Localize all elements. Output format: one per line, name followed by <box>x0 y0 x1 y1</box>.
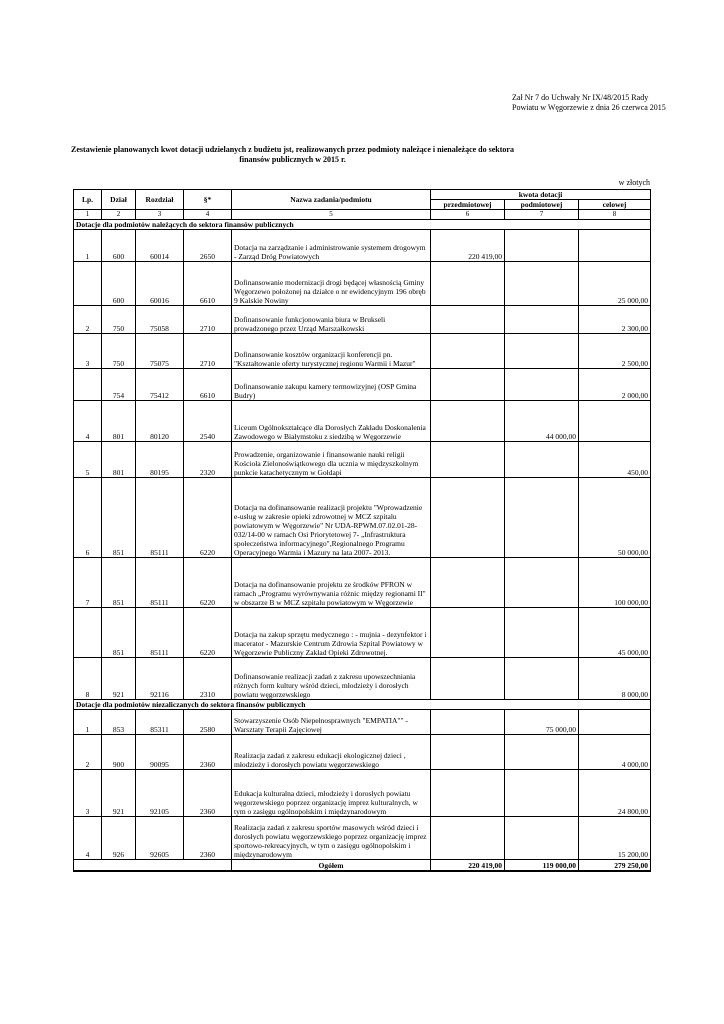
col-header-nazwa: Nazwa zadania/podmiotu <box>232 190 431 210</box>
currency-unit: w złotych <box>618 178 650 187</box>
cell-podmiotowej: 75 000,00 <box>505 710 579 735</box>
cell-rozdzial: 92116 <box>136 658 184 700</box>
cell-przedmiotowej <box>431 817 505 860</box>
cell-rozdzial: 85111 <box>136 478 184 558</box>
cell-nazwa: Liceum Ogólnokształcące dla Dorosłych Zakładu Doskonalenia Zawodowego w Białymstoku z siedzibą w Węgorzewie <box>232 401 431 442</box>
cell-dzial: 851 <box>102 558 136 608</box>
cell-lp: 4 <box>74 401 102 442</box>
total-przedmiotowej: 220 419,00 <box>431 860 505 872</box>
col-number: 7 <box>505 210 579 220</box>
cell-paragraf: 2710 <box>184 334 232 369</box>
cell-lp: 3 <box>74 334 102 369</box>
cell-celowej: 45 000,00 <box>579 608 651 658</box>
cell-lp: 3 <box>74 770 102 817</box>
cell-lp <box>74 369 102 401</box>
cell-paragraf: 2360 <box>184 817 232 860</box>
total-podmiotowej: 119 000,00 <box>505 860 579 872</box>
cell-nazwa: Realizacja zadań z zakresu sportów masowych wśród dzieci i dorosłych powiatu węgorzewskiego poprzez organizację imprez sportowo-rekreacyjnych, w tym o zasięgu ogólnopolskim i międzynarodowym <box>232 817 431 860</box>
section-header-row <box>74 220 651 230</box>
cell-rozdzial: 75058 <box>136 306 184 334</box>
col-header-podmiotowej: podmiotowej <box>505 200 579 210</box>
cell-dzial: 600 <box>102 262 136 306</box>
cell-rozdzial: 85311 <box>136 710 184 735</box>
col-header-lp: Lp. <box>74 190 102 210</box>
cell-lp <box>74 262 102 306</box>
cell-przedmiotowej <box>431 306 505 334</box>
cell-przedmiotowej: 220 419,00 <box>431 230 505 262</box>
cell-dzial: 754 <box>102 369 136 401</box>
cell-rozdzial: 92105 <box>136 770 184 817</box>
cell-podmiotowej <box>505 658 579 700</box>
cell-nazwa: Dotacja na dofinansowanie projektu ze środków PFRON w ramach „Programu wyrównywania różnic między regionami II" w obszarze B w MCZ szpitalu powiatowym w Węgorzewie <box>232 558 431 608</box>
cell-podmiotowej: 44 000,00 <box>505 401 579 442</box>
table-row <box>74 710 651 735</box>
cell-podmiotowej <box>505 770 579 817</box>
cell-podmiotowej <box>505 478 579 558</box>
cell-rozdzial: 85111 <box>136 558 184 608</box>
cell-dzial: 801 <box>102 442 136 478</box>
cell-nazwa: Dofinansowanie zakupu kamery termowizyjnej (OSP Gmina Budry) <box>232 369 431 401</box>
cell-lp <box>74 608 102 658</box>
cell-podmiotowej <box>505 735 579 770</box>
cell-przedmiotowej <box>431 608 505 658</box>
cell-nazwa: Dotacja na zarządzanie i administrowanie systemem drogowym - Zarząd Dróg Powiatowych <box>232 230 431 262</box>
cell-celowej: 50 000,00 <box>579 478 651 558</box>
cell-nazwa: Prowadzenie, organizowanie i finansowanie nauki religii Kościoła Zielonoświątkowego dla ucznia w międzyszkolnym punkcie katachetycznym w Gołdapi <box>232 442 431 478</box>
document-title: Zestawienie planowanych kwot dotacji udzielanych z budżetu jst, realizowanych przez podmioty należące i nienależące do sektora finansów publicznych w 2015 r. <box>71 145 514 164</box>
section-label: Dotacje dla podmiotów niezaliczanych do sektora finansów publicznych <box>74 700 651 710</box>
col-header-rozdzial: Rozdział <box>136 190 184 210</box>
cell-rozdzial: 75412 <box>136 369 184 401</box>
col-number: 5 <box>232 210 431 220</box>
cell-dzial: 750 <box>102 334 136 369</box>
cell-celowej: 15 200,00 <box>579 817 651 860</box>
table-row <box>74 608 651 658</box>
col-header-kwota: kwota dotacji <box>431 190 651 200</box>
cell-przedmiotowej <box>431 558 505 608</box>
cell-nazwa: Dofinansowanie funkcjonowania biura w Brukseli prowadzonego przez Urząd Marszałkowski <box>232 306 431 334</box>
table-row <box>74 770 651 817</box>
table-row <box>74 306 651 334</box>
section-header-row <box>74 700 651 710</box>
cell-celowej: 2 500,00 <box>579 334 651 369</box>
table-row <box>74 658 651 700</box>
cell-paragraf: 2650 <box>184 230 232 262</box>
cell-paragraf: 2310 <box>184 658 232 700</box>
cell-przedmiotowej <box>431 442 505 478</box>
cell-podmiotowej <box>505 369 579 401</box>
cell-nazwa: Dotacja na dofinansowanie realizacji projektu "Wprowadzenie e-usług w zakresie opieki zdrowotnej w MCZ szpitalu powiatowym w Węgorzewie" Nr UDA-RPWM.07.02.01-28-032/14-00 w ramach Osi Priorytetowej 7- „Infrastruktura społeczeństwa informacyjnego",Regionalnego Programu Operacyjnego Warmia i Mazury na lata 2007- 2013. <box>232 478 431 558</box>
cell-lp: 2 <box>74 735 102 770</box>
cell-podmiotowej <box>505 442 579 478</box>
col-header-paragraf: §* <box>184 190 232 210</box>
col-number: 8 <box>579 210 651 220</box>
col-header-dzial: Dział <box>102 190 136 210</box>
cell-paragraf: 2360 <box>184 735 232 770</box>
cell-paragraf: 2710 <box>184 306 232 334</box>
cell-celowej: 100 000,00 <box>579 558 651 608</box>
cell-rozdzial: 92605 <box>136 817 184 860</box>
table-row <box>74 369 651 401</box>
cell-podmiotowej <box>505 306 579 334</box>
cell-przedmiotowej <box>431 334 505 369</box>
table-row <box>74 334 651 369</box>
cell-celowej: 2 300,00 <box>579 306 651 334</box>
cell-przedmiotowej <box>431 770 505 817</box>
col-number: 3 <box>136 210 184 220</box>
cell-dzial: 921 <box>102 658 136 700</box>
total-blank <box>74 860 232 872</box>
resolution-note: Zał Nr 7 do Uchwały Nr IX/48/2015 Rady Powiatu w Węgorzewie z dnia 26 czerwca 2015 <box>512 93 666 112</box>
cell-dzial: 853 <box>102 710 136 735</box>
cell-nazwa: Dofinansowanie realizacji zadań z zakresu upowszechniania różnych form kultury wśród dzieci, młodzieży i dorosłych powiatu węgorzewskiego <box>232 658 431 700</box>
section-label: Dotacje dla podmiotów należących do sektora finansów publicznych <box>74 220 651 230</box>
cell-lp: 8 <box>74 658 102 700</box>
cell-przedmiotowej <box>431 658 505 700</box>
cell-lp: 1 <box>74 230 102 262</box>
col-header-celowej: celowej <box>579 200 651 210</box>
cell-celowej: 25 000,00 <box>579 262 651 306</box>
cell-dzial: 801 <box>102 401 136 442</box>
table-row <box>74 230 651 262</box>
table-row <box>74 442 651 478</box>
cell-dzial: 926 <box>102 817 136 860</box>
cell-przedmiotowej <box>431 369 505 401</box>
cell-przedmiotowej <box>431 478 505 558</box>
cell-celowej: 8 000,00 <box>579 658 651 700</box>
cell-celowej <box>579 710 651 735</box>
subsidies-table <box>73 189 651 872</box>
cell-przedmiotowej <box>431 262 505 306</box>
col-number: 6 <box>431 210 505 220</box>
cell-lp: 4 <box>74 817 102 860</box>
cell-dzial: 921 <box>102 770 136 817</box>
cell-dzial: 900 <box>102 735 136 770</box>
cell-celowej: 450,00 <box>579 442 651 478</box>
table-row <box>74 735 651 770</box>
cell-celowej <box>579 230 651 262</box>
cell-lp: 1 <box>74 710 102 735</box>
table-row <box>74 401 651 442</box>
cell-rozdzial: 75075 <box>136 334 184 369</box>
cell-lp: 6 <box>74 478 102 558</box>
cell-paragraf: 2320 <box>184 442 232 478</box>
cell-lp: 5 <box>74 442 102 478</box>
cell-paragraf: 6220 <box>184 558 232 608</box>
cell-nazwa: Stowarzyszenie Osób Niepełnosprawnych "EMPATIA"" - Warsztaty Terapii Zajęciowej <box>232 710 431 735</box>
cell-przedmiotowej <box>431 401 505 442</box>
table-row <box>74 478 651 558</box>
cell-dzial: 600 <box>102 230 136 262</box>
cell-rozdzial: 60016 <box>136 262 184 306</box>
cell-nazwa: Edukacja kulturalna dzieci, młodzieży i dorosłych powiatu węgorzewskiego poprzez organizację imprez kulturalnych, w tym o zasięgu ogólnopolskim i międzynarodowym <box>232 770 431 817</box>
total-celowej: 279 250,00 <box>579 860 651 872</box>
col-number: 1 <box>74 210 102 220</box>
cell-podmiotowej <box>505 817 579 860</box>
cell-celowej: 4 000,00 <box>579 735 651 770</box>
cell-lp: 7 <box>74 558 102 608</box>
cell-przedmiotowej <box>431 710 505 735</box>
total-row <box>74 860 651 872</box>
cell-dzial: 851 <box>102 478 136 558</box>
cell-paragraf: 6220 <box>184 478 232 558</box>
col-header-przedmiotowej: przedmiotowej <box>431 200 505 210</box>
cell-rozdzial: 90095 <box>136 735 184 770</box>
cell-podmiotowej <box>505 558 579 608</box>
cell-podmiotowej <box>505 230 579 262</box>
cell-nazwa: Dofinansowanie modernizacji drogi będącej własnością Gminy Węgorzewo położonej na działce o nr ewidencyjnym 196 obręb 9 Kalskie Nowiny <box>232 262 431 306</box>
cell-nazwa: Dofinansowanie kosztów organizacji konferencji pn. "Kształtowanie oferty turystycznej regionu Warmii i Mazur" <box>232 334 431 369</box>
cell-podmiotowej <box>505 608 579 658</box>
cell-rozdzial: 80120 <box>136 401 184 442</box>
cell-lp: 2 <box>74 306 102 334</box>
col-number: 2 <box>102 210 136 220</box>
cell-paragraf: 2540 <box>184 401 232 442</box>
cell-paragraf: 6220 <box>184 608 232 658</box>
cell-paragraf: 2360 <box>184 770 232 817</box>
cell-celowej: 24 800,00 <box>579 770 651 817</box>
table-row <box>74 817 651 860</box>
table-row <box>74 262 651 306</box>
cell-paragraf: 2580 <box>184 710 232 735</box>
cell-celowej: 2 000,00 <box>579 369 651 401</box>
cell-podmiotowej <box>505 262 579 306</box>
cell-dzial: 750 <box>102 306 136 334</box>
cell-paragraf: 6610 <box>184 369 232 401</box>
table-row <box>74 558 651 608</box>
column-numbers-row <box>74 210 651 220</box>
total-label: Ogółem <box>232 860 431 872</box>
cell-rozdzial: 85111 <box>136 608 184 658</box>
cell-celowej <box>579 401 651 442</box>
cell-nazwa: Realizacja zadań z zakresu edukacji ekologicznej dzieci , młodzieży i dorosłych powiatu węgorzewskiego <box>232 735 431 770</box>
cell-rozdzial: 80195 <box>136 442 184 478</box>
cell-rozdzial: 60014 <box>136 230 184 262</box>
cell-dzial: 851 <box>102 608 136 658</box>
col-number: 4 <box>184 210 232 220</box>
cell-nazwa: Dotacja na zakup sprzętu medycznego : - mujnia - dezynfektor i macerator - Mazurskie Centrum Zdrowia Szpital Powiatowy w Węgorzewie Publiczny Zakład Opieki Zdrowotnej. <box>232 608 431 658</box>
cell-paragraf: 6610 <box>184 262 232 306</box>
cell-przedmiotowej <box>431 735 505 770</box>
cell-podmiotowej <box>505 334 579 369</box>
